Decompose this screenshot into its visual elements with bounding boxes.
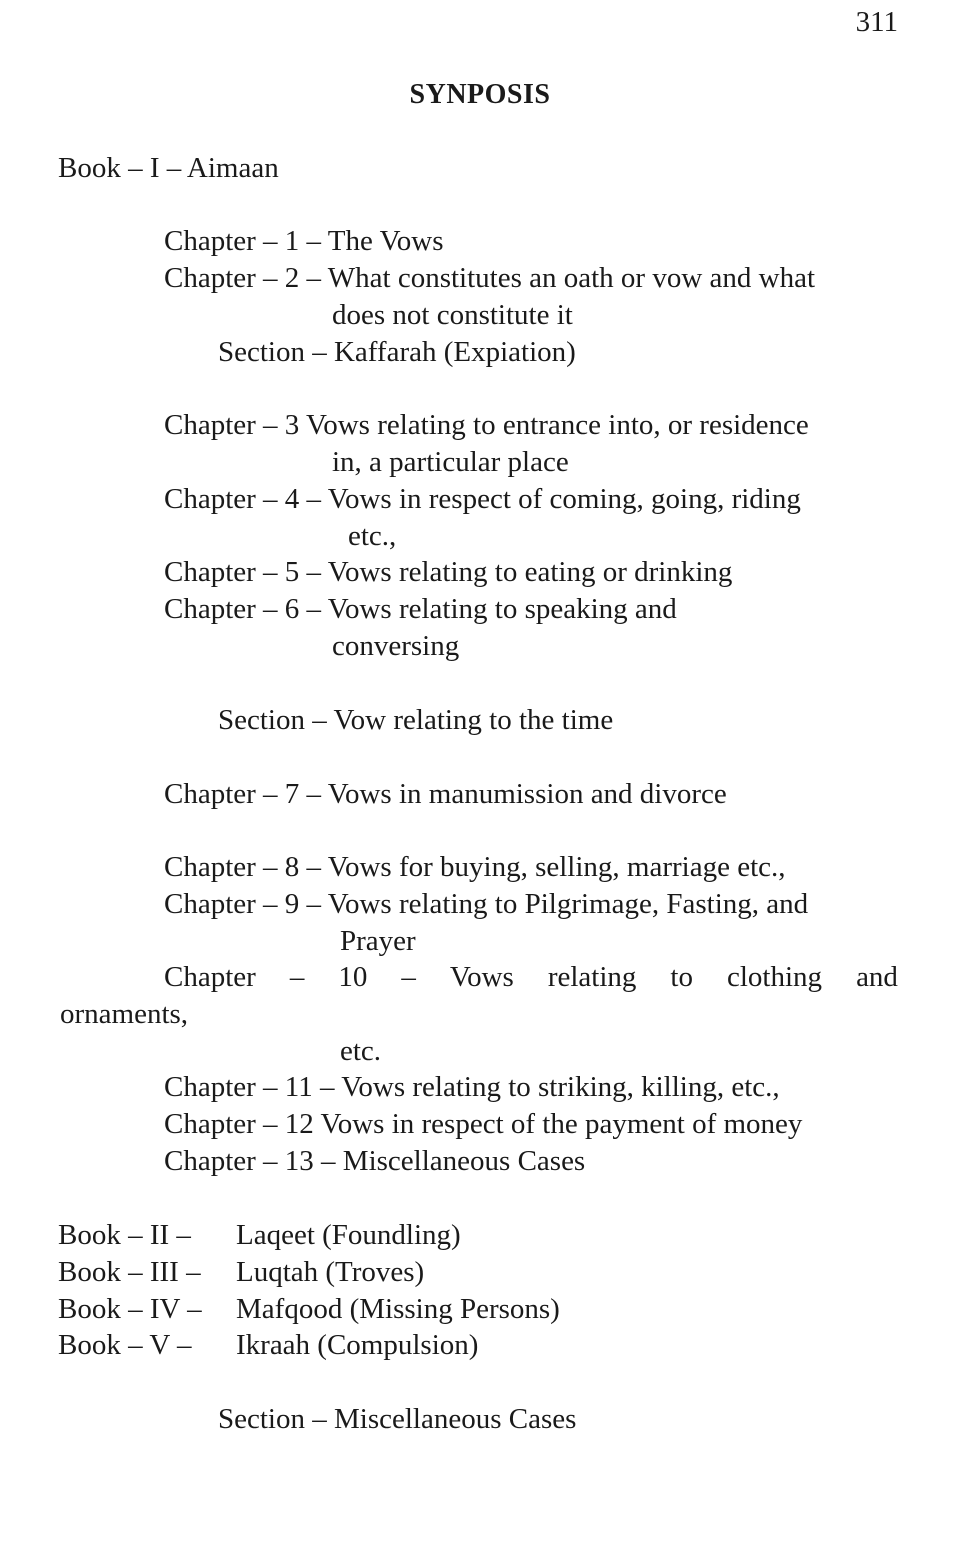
- chapter-8: Chapter – 8 – Vows for buying, selling, marriage etc.,: [164, 851, 786, 883]
- chapter-10-word: –: [289, 961, 305, 993]
- chapter-3-continuation: in, a particular place: [332, 446, 569, 478]
- section-kaffarah: Section – Kaffarah (Expiation): [218, 336, 576, 368]
- book-label: Book – V –: [58, 1329, 192, 1361]
- chapter-4: Chapter – 4 – Vows in respect of coming, going, riding: [164, 483, 801, 515]
- chapter-9-continuation: Prayer: [340, 925, 416, 957]
- chapter-4-continuation: etc.,: [348, 520, 397, 552]
- chapter-5: Chapter – 5 – Vows relating to eating or drinking: [164, 556, 733, 588]
- book-heading-3: [58, 1254, 424, 1291]
- chapter-6-continuation: conversing: [332, 630, 460, 662]
- book-label: Book – IV –: [58, 1293, 202, 1325]
- chapter-2-continuation: does not constitute it: [332, 299, 573, 331]
- section-time: Section – Vow relating to the time: [218, 704, 614, 736]
- chapter-11: Chapter – 11 – Vows relating to striking, killing, etc.,: [164, 1071, 780, 1103]
- chapter-7: Chapter – 7 – Vows in manumission and divorce: [164, 778, 727, 810]
- book-name: Mafqood (Missing Persons): [236, 1293, 560, 1325]
- chapter-10: [164, 959, 898, 996]
- page-title: SYNPOSIS: [409, 79, 551, 110]
- chapter-12: Chapter – 12 Vows in respect of the payment of money: [164, 1108, 803, 1140]
- book-name: Laqeet (Foundling): [236, 1219, 461, 1251]
- chapter-10-word: 10: [338, 961, 368, 993]
- page-number: 311: [855, 6, 898, 38]
- chapter-10-word: to: [670, 961, 693, 993]
- book-label: Book – II –: [58, 1219, 191, 1251]
- book-name: Ikraah (Compulsion): [236, 1329, 479, 1361]
- chapter-6: Chapter – 6 – Vows relating to speaking and: [164, 593, 677, 625]
- book-heading-4: [58, 1291, 560, 1328]
- chapter-2: Chapter – 2 – What constitutes an oath or vow and what: [164, 262, 816, 294]
- book-label: Book – III –: [58, 1256, 201, 1288]
- book-heading-1: Book – I – Aimaan: [58, 152, 279, 184]
- chapter-3: Chapter – 3 Vows relating to entrance into, or residence: [164, 409, 809, 441]
- chapter-1: Chapter – 1 – The Vows: [164, 225, 444, 257]
- section-miscellaneous: Section – Miscellaneous Cases: [218, 1403, 577, 1435]
- chapter-10-word: Vows: [449, 961, 514, 993]
- chapter-10-word: relating: [547, 961, 637, 993]
- chapter-10-word: and: [856, 961, 898, 993]
- chapter-9: Chapter – 9 – Vows relating to Pilgrimage, Fasting, and: [164, 888, 809, 920]
- book-heading-5: [58, 1327, 478, 1364]
- chapter-10-continuation-2: etc.: [340, 1035, 382, 1067]
- chapter-10-word: clothing: [727, 961, 823, 993]
- book-name: Luqtah (Troves): [236, 1256, 425, 1288]
- chapter-10-continuation: ornaments,: [60, 998, 189, 1030]
- chapter-10-word: Chapter: [164, 961, 256, 993]
- book-heading-2: [58, 1217, 461, 1254]
- chapter-13: Chapter – 13 – Miscellaneous Cases: [164, 1145, 586, 1177]
- chapter-10-word: –: [401, 961, 416, 993]
